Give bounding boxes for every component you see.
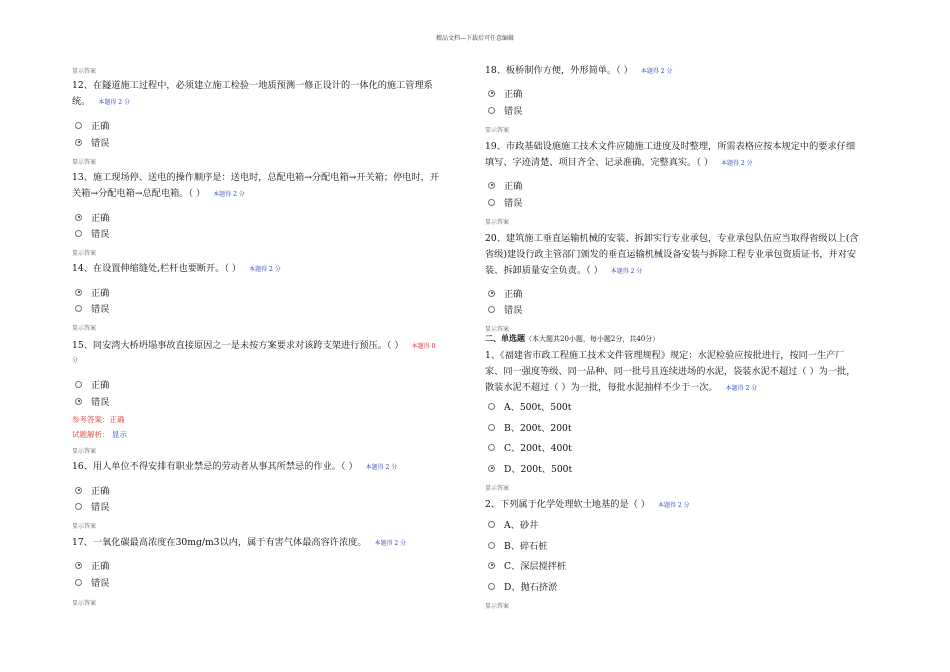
radio-button[interactable] xyxy=(488,583,495,590)
question-13: 13、施工现场停、送电的操作顺序是：送电时，总配电箱→分配电箱→开关箱；停电时，开 关箱→分配电箱→总配电箱。（ ） 本题得 2 分 xyxy=(72,172,440,199)
option-true[interactable]: 正确 xyxy=(75,377,109,391)
question-s1: 1、《福建省市政工程施工技术文件管理规程》规定：水泥检验应按批进行，按同一生产厂 家、同一强度等级、同一品种、同一批号且连续进场的水泥，袋装水泥不超过（ ）为一批， 散装水泥不超过（ ）为一批，每批水泥抽样不少于一次。 本题得 2 分 xyxy=(485,350,856,393)
radio-button[interactable] xyxy=(488,521,495,528)
option-true[interactable]: 正确 xyxy=(75,285,109,299)
option-c[interactable]: C、200t、400t xyxy=(488,440,572,454)
show-answer-link[interactable]: 显示答案 xyxy=(485,603,510,610)
option-b[interactable]: B、碎石桩 xyxy=(488,538,548,552)
radio-button[interactable] xyxy=(75,230,82,237)
radio-button[interactable] xyxy=(75,381,82,388)
option-false[interactable]: 错误 xyxy=(75,226,109,240)
option-d[interactable]: D、200t、500t xyxy=(488,461,572,475)
option-c[interactable]: C、深层搅拌桩 xyxy=(488,558,566,572)
option-true[interactable]: 正确 xyxy=(75,210,109,224)
show-answer-link[interactable]: 显示答案 xyxy=(485,219,510,226)
question-s2: 2、下列属于化学处理软土地基的是（ ） 本题得 2 分 xyxy=(485,499,690,510)
radio-button[interactable] xyxy=(75,579,82,586)
option-a[interactable]: A、500t、500t xyxy=(488,399,571,413)
question-17: 17、一氧化碳最高浓度在30mg/m3以内，属于有害气体最高容许浓度。 本题得 2 分 xyxy=(72,537,407,548)
option-true[interactable]: 正确 xyxy=(75,118,109,132)
show-answer-link[interactable]: 显示答案 xyxy=(72,600,97,607)
question-12: 12、在隧道施工过程中，必须建立施工检验一地质预测一修正设计的一体化的施工管理系 统。 本题得 2 分 xyxy=(72,80,433,107)
radio-button-selected[interactable] xyxy=(488,562,495,569)
option-b[interactable]: B、200t、200t xyxy=(488,420,572,434)
option-true[interactable]: 正确 xyxy=(488,86,522,100)
analysis-row: 试题解析： 显示 xyxy=(72,430,127,439)
radio-button[interactable] xyxy=(75,122,82,129)
option-false[interactable]: 错误 xyxy=(75,499,109,513)
show-answer-link[interactable]: 显示答案 xyxy=(485,127,510,134)
show-answer-link[interactable]: 显示答案 xyxy=(485,326,510,333)
radio-button-selected[interactable] xyxy=(75,562,82,569)
radio-button[interactable] xyxy=(488,107,495,114)
radio-button-selected[interactable] xyxy=(75,398,82,405)
question-16: 16、用人单位不得安排有职业禁忌的劳动者从事其所禁忌的作业。（ ） 本题得 2 分 xyxy=(72,461,398,472)
radio-button[interactable] xyxy=(488,199,495,206)
radio-button[interactable] xyxy=(75,503,82,510)
show-answer-link[interactable]: 显示答案 xyxy=(72,159,97,166)
radio-button-selected[interactable] xyxy=(488,290,495,297)
radio-button[interactable] xyxy=(488,306,495,313)
radio-button-selected[interactable] xyxy=(488,465,495,472)
show-answer-link[interactable]: 显示答案 xyxy=(485,485,510,492)
page-header: 精品文档---下载后可任意编辑 xyxy=(435,35,515,42)
option-a[interactable]: A、砂井 xyxy=(488,517,538,531)
radio-button-selected[interactable] xyxy=(75,487,82,494)
radio-button-selected[interactable] xyxy=(488,182,495,189)
question-15: 15、同安湾大桥坍塌事故直接原因之一是未按方案要求对该跨支架进行预压。（ ） 本题得 0 分 xyxy=(72,340,436,364)
radio-button-selected[interactable] xyxy=(75,139,82,146)
option-false[interactable]: 错误 xyxy=(75,135,109,149)
option-d[interactable]: D、抛石挤淤 xyxy=(488,579,557,593)
radio-button-selected[interactable] xyxy=(75,289,82,296)
option-false[interactable]: 错误 xyxy=(488,195,522,209)
option-true[interactable]: 正确 xyxy=(488,286,522,300)
option-true[interactable]: 正确 xyxy=(75,558,109,572)
show-answer-link[interactable]: 显示答案 xyxy=(72,250,97,257)
score-label: 本题得 2 分 xyxy=(98,99,131,106)
question-20: 20、建筑施工垂直运输机械的安装、拆卸实行专业承包，专业承包队伍应当取得省级以上(含 省级)建设行政主管部门颁发的垂直运输机械设备安装与拆除工程专业承包资质证书，并对安 装、拆卸质量安全负责。（ ） 本题得 2 分 xyxy=(485,233,859,276)
radio-button[interactable] xyxy=(488,424,495,431)
option-true[interactable]: 正确 xyxy=(75,483,109,497)
radio-button[interactable] xyxy=(75,305,82,312)
question-19: 19、市政基础设施施工技术文件应随施工进度及时整理，所需表格应按本规定中的要求仔细 填写、字迹清楚、项目齐全、记录准确、完整真实。（ ） 本题得 2 分 xyxy=(485,141,856,168)
radio-button[interactable] xyxy=(488,403,495,410)
option-false[interactable]: 错误 xyxy=(75,394,109,408)
show-answer-link[interactable]: 显示答案 xyxy=(72,68,97,75)
question-14: 14、在设置伸缩缝处,栏杆也要断开。（ ） 本题得 2 分 xyxy=(72,263,281,274)
show-answer-link[interactable]: 显示答案 xyxy=(72,325,97,332)
section-title: 二、单选题（本大题共20小题，每小题2分，共40分） xyxy=(485,333,660,343)
analysis-show-link[interactable]: 显示 xyxy=(111,430,127,439)
option-false[interactable]: 错误 xyxy=(75,575,109,589)
reference-answer: 参考答案：正确 xyxy=(72,415,125,424)
option-false[interactable]: 错误 xyxy=(488,103,522,117)
radio-button-selected[interactable] xyxy=(75,214,82,221)
radio-button[interactable] xyxy=(488,542,495,549)
radio-button[interactable] xyxy=(488,444,495,451)
question-18: 18、板桥制作方便，外形简单。（ ） 本题得 2 分 xyxy=(485,65,673,76)
radio-button-selected[interactable] xyxy=(488,90,495,97)
option-false[interactable]: 错误 xyxy=(75,301,109,315)
option-true[interactable]: 正确 xyxy=(488,178,522,192)
show-answer-link[interactable]: 显示答案 xyxy=(72,523,97,530)
show-answer-link[interactable]: 显示答案 xyxy=(72,448,97,455)
option-false[interactable]: 错误 xyxy=(488,302,522,316)
